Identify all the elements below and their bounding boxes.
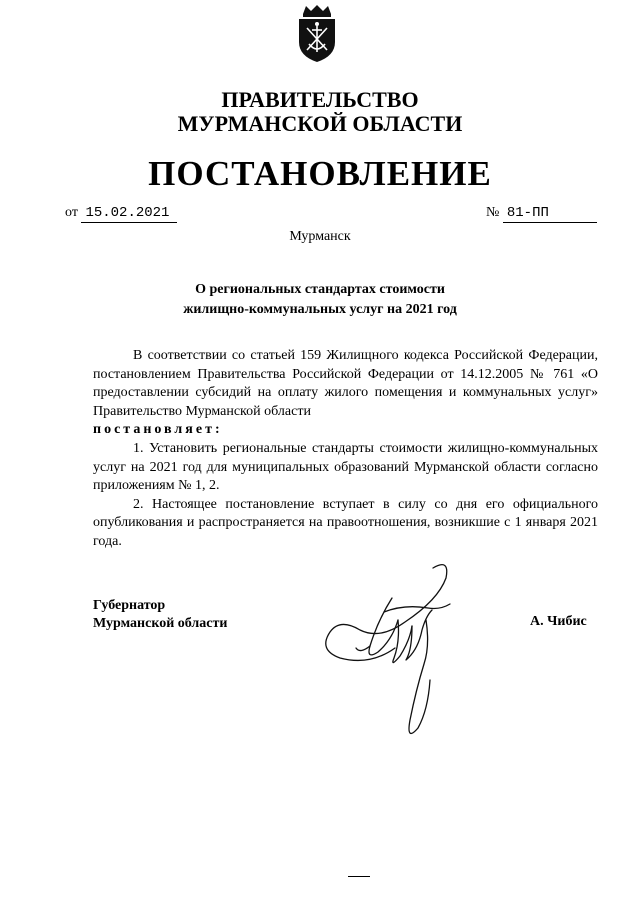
number-value: 81-ПП — [503, 204, 597, 223]
city-name: Мурманск — [289, 229, 351, 244]
item-1-paragraph: 1. Установить региональные стандарты стоимости жилищно-коммунальных услуг на 2021 год для муниципальных образований Мурманской области согласно приложениям № 1, 2. — [93, 440, 598, 494]
date-value: 15.02.2021 — [81, 204, 177, 223]
document-number — [486, 204, 597, 223]
subject-line2: жилищно-коммунальных услуг на 2021 год — [183, 302, 457, 317]
signer-title-line2: Мурманской области — [93, 616, 228, 631]
coat-of-arms-icon — [293, 4, 341, 64]
resolution-verb: постановляет: — [93, 422, 223, 438]
date-prefix: от — [65, 205, 78, 220]
document-type-title: ПОСТАНОВЛЕНИЕ — [148, 154, 492, 193]
intro-paragraph: В соответствии со статьей 159 Жилищного кодекса Российской Федерации, постановлением Правительства Российской Федерации от 14.12.2005 № 761 «О предоставлении субсидий на оплату жилого помещения и коммунальных услуг» Правительство Мурманской области — [93, 348, 598, 419]
org-name-line2: МУРМАНСКОЙ ОБЛАСТИ — [177, 111, 463, 136]
number-prefix: № — [486, 205, 500, 220]
handwritten-signature-icon — [300, 560, 480, 755]
item-2-paragraph: 2. Настоящее постановление вступает в силу со дня его официального опубликования и распространяется на правоотношения, возникшие с 1 января 2021 года. — [93, 496, 598, 549]
document-body — [93, 347, 598, 552]
signer-title — [93, 597, 227, 633]
document-subject — [140, 280, 500, 320]
subject-line1: О региональных стандартах стоимости — [195, 282, 445, 297]
footer-divider — [348, 876, 370, 877]
document-date — [65, 204, 177, 223]
signer-title-line1: Губернатор — [93, 598, 166, 613]
signer-name: А. Чибис — [530, 614, 587, 629]
org-name-line1: ПРАВИТЕЛЬСТВО — [221, 87, 419, 112]
